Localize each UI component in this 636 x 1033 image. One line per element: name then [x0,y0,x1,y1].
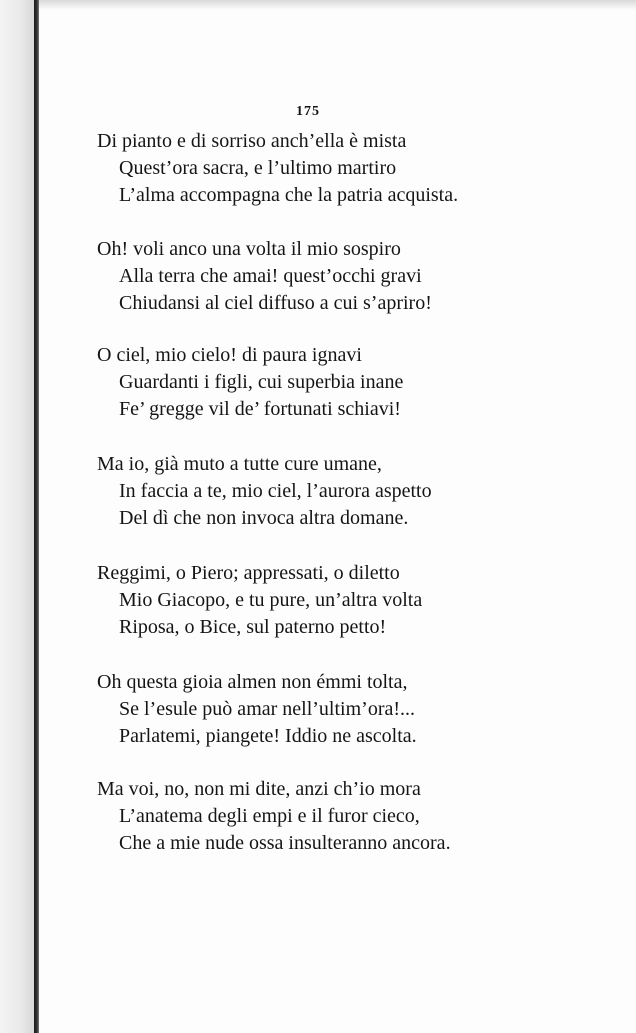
verse-line: L’alma accompagna che la patria acquista. [119,184,459,206]
binding-shadow [0,0,34,1033]
verse-line: O ciel, mio cielo! di paura ignavi [97,344,362,366]
verse-line: Ma io, già muto a tutte cure umane, [97,453,382,475]
verse-line: Reggimi, o Piero; appressati, o diletto [97,562,400,584]
verse-line: Fe’ gregge vil de’ fortunati schiavi! [119,398,401,420]
verse-line: Quest’ora sacra, e l’ultimo martiro [119,157,397,179]
stanza-5 [97,560,537,641]
verse-line: Che a mie nude ossa insulteranno ancora. [119,832,451,854]
verse-line: Chiudansi al ciel diffuso a cui s’apriro! [119,292,432,314]
verse-line: Mio Giacopo, e tu pure, un’altra volta [119,589,423,611]
stanza-6 [97,669,537,750]
verse-line: Se l’esule può amar nell’ultim’ora!... [119,698,416,720]
verse-line: Alla terra che amai! quest’occhi gravi [119,265,422,287]
verse-line: Del dì che non invoca altra domane. [119,507,409,529]
stanza-3 [97,342,537,423]
stanza-7 [97,776,537,857]
verse-line: Oh questa gioia almen non émmi tolta, [97,671,408,693]
stanza-4 [97,451,537,532]
verse-line: In faccia a te, mio ciel, l’aurora aspetto [119,480,432,502]
verse-line: Ma voi, no, non mi dite, anzi ch’io mora [97,778,421,800]
verse-line: Oh! voli anco una volta il mio sospiro [97,238,401,260]
page-number: 175 [296,104,320,119]
verse-line: Riposa, o Bice, sul paterno petto! [119,616,387,638]
stanza-2 [97,236,537,317]
binding-edge [34,0,39,1033]
verse-line: Di pianto e di sorriso anch’ella è mista [97,130,407,152]
stanza-1 [97,128,537,209]
verse-line: L’anatema degli empi e il furor cieco, [119,805,420,827]
verse-line: Parlatemi, piangete! Iddio ne ascolta. [119,725,417,747]
top-edge-shading [39,0,636,10]
verse-line: Guardanti i figli, cui superbia inane [119,371,404,393]
